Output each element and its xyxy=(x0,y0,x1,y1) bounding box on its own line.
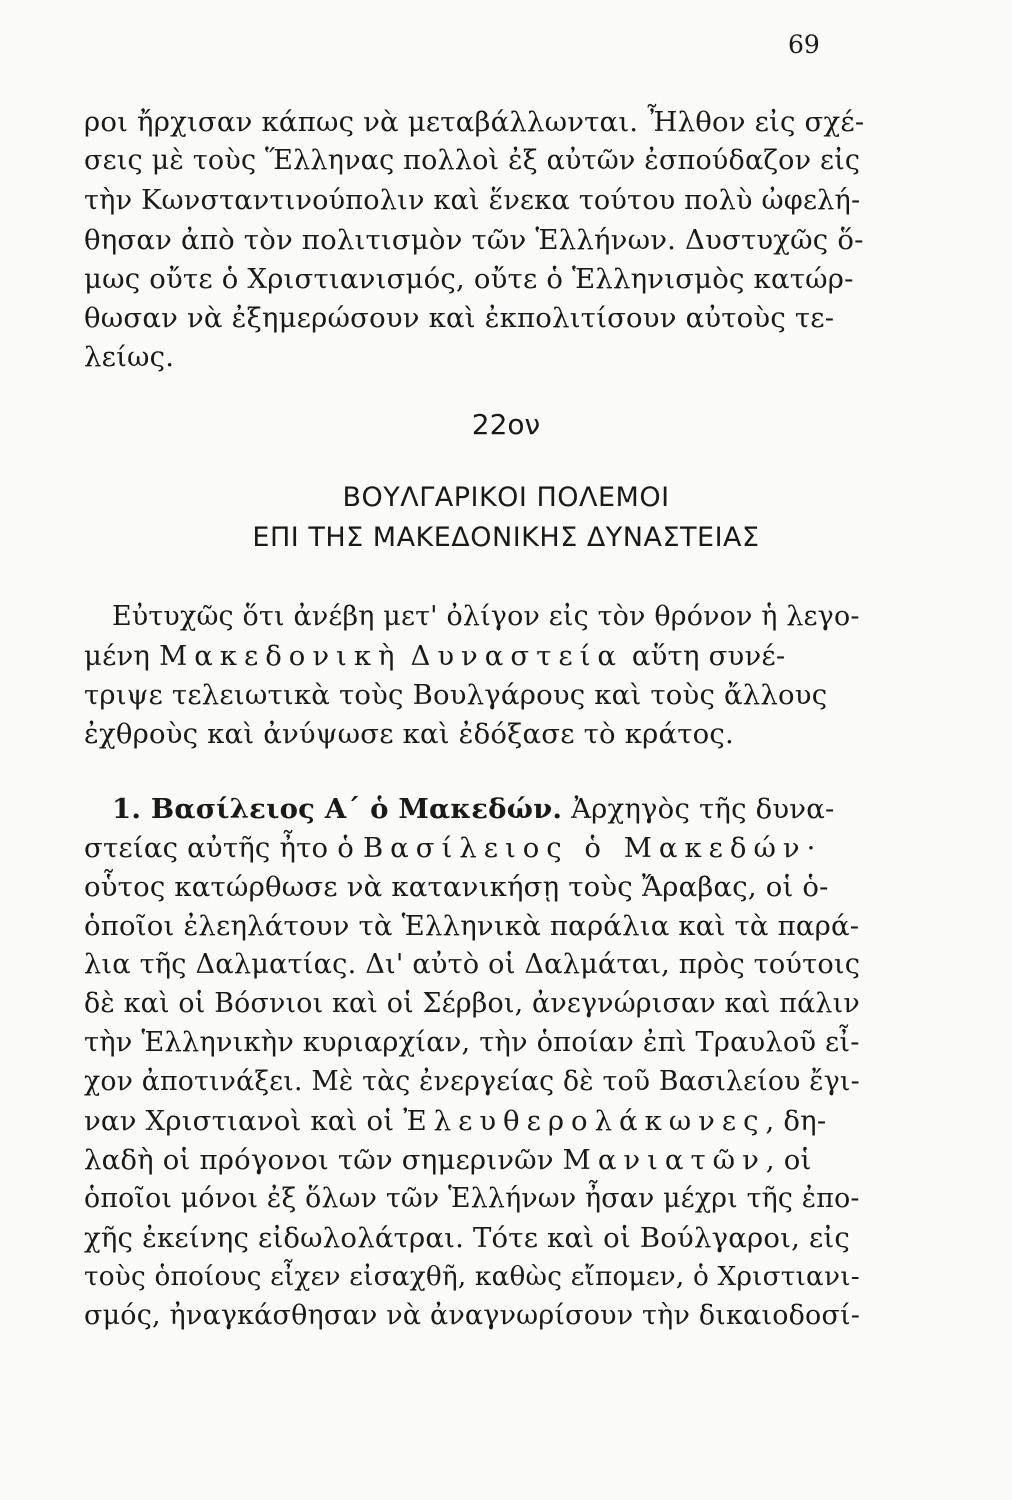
text-line: θωσαν νὰ ἐξημερώσουν καὶ ἐκπολιτίσουν αὐτοὺς τε- xyxy=(84,302,835,334)
spaced-name: Ἐλευθερολάκωνες xyxy=(403,1105,766,1137)
text-run: στείας αὐτῆς ἦτο ὁ xyxy=(84,832,363,864)
text-line: λείως. xyxy=(84,341,175,373)
text-line: Εὐτυχῶς ὅτι ἀνέβη μετ' ὀλίγον εἰς τὸν θρόνον ἡ λεγο- xyxy=(112,601,860,632)
text-line: σμός, ἠναγκάσθησαν νὰ ἀναγνωρίσουν τὴν δικαιοδοσί- xyxy=(84,1300,861,1331)
text-line: τριψε τελειωτικὰ τοὺς Βουλγάρους καὶ τοὺς ἄλλους xyxy=(84,679,828,711)
text-line xyxy=(84,829,864,867)
text-line: μως οὔτε ὁ Χριστιανισμός, οὔτε ὁ Ἑλληνισμὸς κατώρ- xyxy=(84,263,854,295)
spaced-name: Μανιατῶν xyxy=(562,1144,766,1176)
text-line: τὴν Κωνσταντινούπολιν καὶ ἕνεκα τούτου πολὺ ὠφελή- xyxy=(84,185,861,216)
text-run: αὕτη συνέ- xyxy=(622,640,786,672)
text-line xyxy=(84,637,864,675)
spaced-name: Μακεδονικὴ xyxy=(159,640,402,672)
text-line: τὴν Ἑλληνικὴν κυριαρχίαν, τὴν ὁποίαν ἐπὶ Τραυλοῦ εἶ- xyxy=(84,1027,860,1058)
text-line: ὁποῖοι ἐλεηλάτουν τὰ Ἑλληνικὰ παράλια καὶ τὰ παρά- xyxy=(84,910,860,942)
text-line xyxy=(84,1141,864,1179)
text-line: χῆς ἐκείνης εἰδωλολάτραι. Τότε καὶ οἱ Βούλγαροι, εἰς xyxy=(84,1222,851,1254)
text-run: , δη- xyxy=(765,1105,827,1137)
text-line: ἐχθροὺς καὶ ἀνύψωσε καὶ ἐδόξασε τὸ κράτος. xyxy=(84,718,734,750)
text-line: θησαν ἀπὸ τὸν πολιτισμὸν τῶν Ἑλλήνων. Δυστυχῶς ὅ- xyxy=(84,224,864,256)
text-line: τοὺς ὁποίους εἶχεν εἰσαχθῆ, καθὼς εἴπομεν, ὁ Χριστιανι- xyxy=(84,1262,860,1292)
text-run: Ἀρχηγὸς τῆς δυνα- xyxy=(562,793,835,825)
subsection-heading: 1. Βασίλειος Α΄ ὁ Μακεδών. xyxy=(112,793,563,825)
spaced-name: Βασίλειος ὁ Μακεδών xyxy=(362,832,807,864)
text-line: δὲ καὶ οἱ Βόσνιοι καὶ οἱ Σέρβοι, ἀνεγνώρισαν καὶ πάλιν xyxy=(84,988,860,1019)
text-line: ροι ἤρχισαν κάπως νὰ μεταβάλλωνται. Ἦλθον εἰς σχέ- xyxy=(84,106,865,138)
text-run: λαδὴ οἱ πρόγονοι τῶν σημερινῶν xyxy=(84,1144,563,1176)
chapter-title-line2: ΕΠΙ ΤΗΣ ΜΑΚΕΔΟΝΙΚΗΣ ΔΥΝΑΣΤΕΙΑΣ xyxy=(252,522,760,553)
text-run: , οἱ xyxy=(765,1144,812,1176)
chapter-title-line1: ΒΟΥΛΓΑΡΙΚΟΙ ΠΟΛΕΜΟΙ xyxy=(342,482,670,513)
text-run: ναν Χριστιανοὶ καὶ οἱ xyxy=(84,1105,404,1137)
text-line: σεις μὲ τοὺς Ἕλληνας πολλοὶ ἐξ αὐτῶν ἐσπούδαζον εἰς xyxy=(84,145,861,176)
text-line: λια τῆς Δαλματίας. Δι' αὐτὸ οἱ Δαλμάται, πρὸς τούτοις xyxy=(84,949,861,980)
spaced-name: Δυναστεία xyxy=(410,640,623,672)
text-line: χον ἀποτινάξει. Μὲ τὰς ἐνεργείας δὲ τοῦ Βασιλείου ἔγι- xyxy=(84,1066,860,1097)
text-run: · xyxy=(806,832,816,864)
section-number: 22ον xyxy=(471,408,541,441)
text-line xyxy=(84,1102,864,1140)
page-number: 69 xyxy=(788,30,820,59)
text-line xyxy=(112,790,864,828)
text-run: μένη xyxy=(84,640,160,672)
text-line: οὗτος κατώρθωσε νὰ κατανικήσῃ τοὺς Ἄραβας, οἱ ὁ- xyxy=(84,871,829,903)
text-line: ὁποῖοι μόνοι ἐξ ὅλων τῶν Ἑλλήνων ἦσαν μέχρι τῆς ἐπο- xyxy=(84,1183,860,1214)
